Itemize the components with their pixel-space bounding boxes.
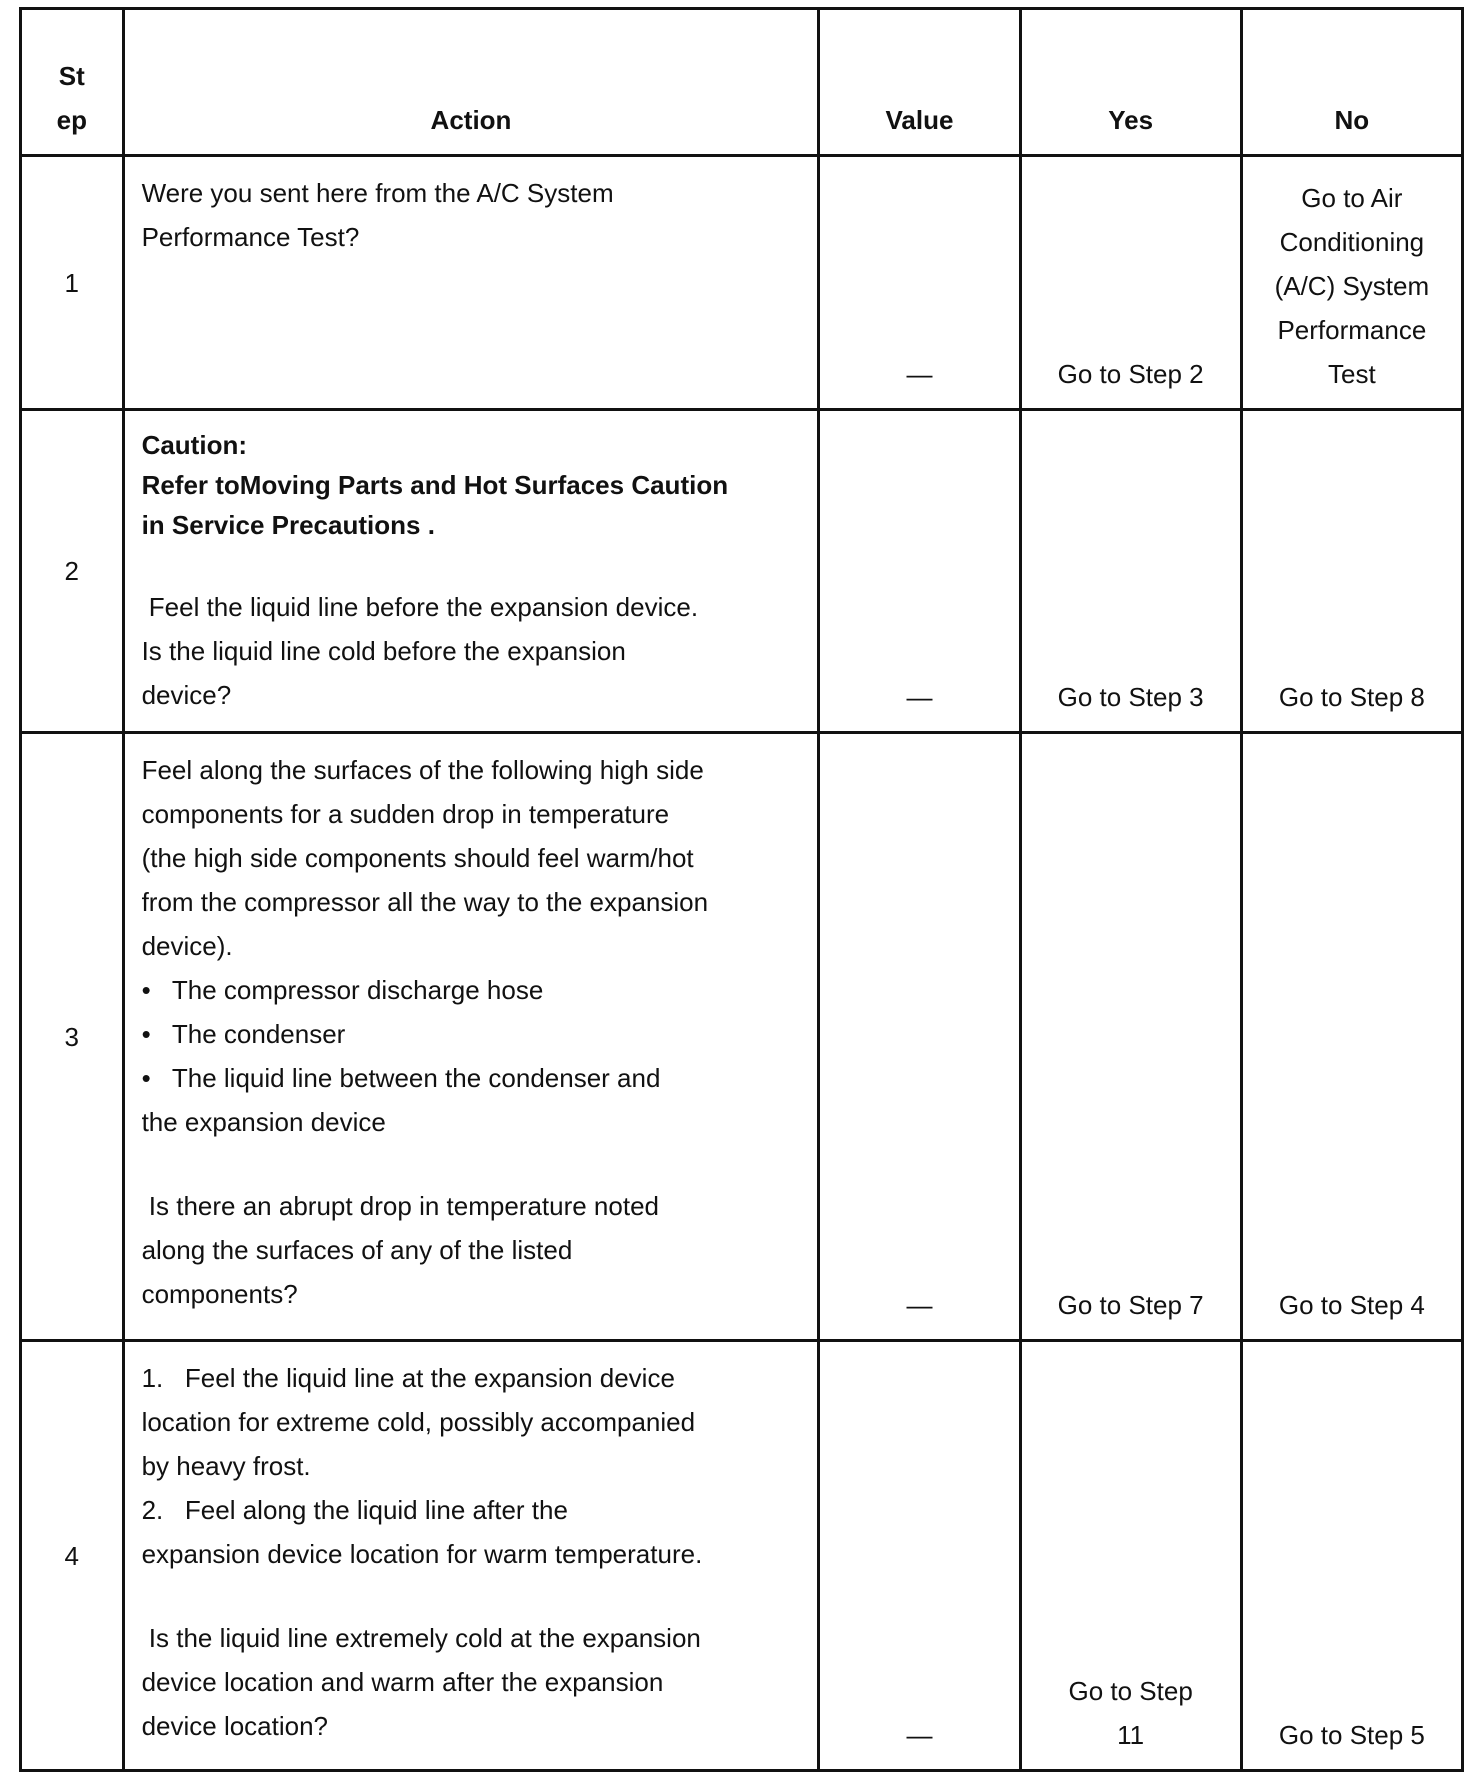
no-line: Conditioning xyxy=(1279,227,1425,257)
yes-cell xyxy=(1020,1341,1241,1771)
step-number: 3 xyxy=(21,733,124,1341)
action-line: (the high side components should feel warm/hot xyxy=(141,843,694,873)
bullet-icon: • xyxy=(141,1019,172,1049)
table-row xyxy=(21,733,1463,1341)
yes-cell: Go to Step 2 xyxy=(1020,156,1241,410)
bullet-text: The liquid line between the condenser and xyxy=(171,1063,661,1093)
action-line: Feel along the surfaces of the following high side xyxy=(141,755,704,785)
bullet-text: The compressor discharge hose xyxy=(171,975,544,1005)
header-no: No xyxy=(1241,9,1462,156)
action-cell xyxy=(123,410,819,733)
step-number: 4 xyxy=(21,1341,124,1771)
no-cell xyxy=(1241,156,1462,410)
action-cell xyxy=(123,1341,819,1771)
header-step xyxy=(21,9,124,156)
spacer xyxy=(142,545,800,585)
value-cell: — xyxy=(819,733,1020,1341)
no-line: Go to Air xyxy=(1301,183,1403,213)
action-line: 2. Feel along the liquid line after the xyxy=(141,1495,568,1525)
no-line: Test xyxy=(1328,359,1376,389)
spacer xyxy=(142,1144,800,1184)
table-row xyxy=(21,1341,1463,1771)
yes-line: Go to Step xyxy=(1068,1676,1193,1706)
no-cell: Go to Step 8 xyxy=(1241,410,1462,733)
action-line: from the compressor all the way to the expansion xyxy=(141,887,709,917)
diagnostic-table xyxy=(19,7,1464,1772)
header-step-line-1: St xyxy=(58,61,85,91)
bullet-text: The condenser xyxy=(171,1019,346,1049)
bullet-item xyxy=(142,1056,800,1100)
spacer xyxy=(142,1576,800,1616)
step-number: 1 xyxy=(21,156,124,410)
action-line: expansion device location for warm temperature. xyxy=(141,1539,703,1569)
caution-line: Refer toMoving Parts and Hot Surfaces Caution xyxy=(141,470,729,500)
value-cell: — xyxy=(819,156,1020,410)
bullet-item xyxy=(142,968,800,1012)
action-line: components? xyxy=(141,1279,298,1309)
table-header-row xyxy=(21,9,1463,156)
caution-line: in Service Precautions . xyxy=(141,510,435,540)
action-line: Performance Test? xyxy=(141,222,360,252)
header-yes: Yes xyxy=(1020,9,1241,156)
action-line: along the surfaces of any of the listed xyxy=(141,1235,573,1265)
yes-line: 11 xyxy=(1117,1720,1145,1750)
action-line: Is the liquid line cold before the expansion xyxy=(141,636,626,666)
table-row xyxy=(21,156,1463,410)
value-cell: — xyxy=(819,1341,1020,1771)
bullet-icon: • xyxy=(141,1063,172,1093)
action-line: Is there an abrupt drop in temperature noted xyxy=(141,1191,659,1221)
action-line: components for a sudden drop in temperature xyxy=(141,799,670,829)
no-cell: Go to Step 4 xyxy=(1241,733,1462,1341)
action-line: device location and warm after the expansion xyxy=(141,1667,664,1697)
action-line: device? xyxy=(141,680,232,710)
bullet-icon: • xyxy=(141,975,172,1005)
action-line: Is the liquid line extremely cold at the expansion xyxy=(141,1623,701,1653)
yes-cell: Go to Step 3 xyxy=(1020,410,1241,733)
action-line: Were you sent here from the A/C System xyxy=(141,178,614,208)
caution-title: Caution: xyxy=(141,430,247,460)
no-cell: Go to Step 5 xyxy=(1241,1341,1462,1771)
action-line: 1. Feel the liquid line at the expansion device xyxy=(141,1363,675,1393)
header-action: Action xyxy=(123,9,819,156)
action-cell xyxy=(123,733,819,1341)
action-line: location for extreme cold, possibly accompanied xyxy=(141,1407,696,1437)
header-value: Value xyxy=(819,9,1020,156)
table-row xyxy=(21,410,1463,733)
action-line: by heavy frost. xyxy=(141,1451,311,1481)
yes-cell: Go to Step 7 xyxy=(1020,733,1241,1341)
step-number: 2 xyxy=(21,410,124,733)
bullet-item xyxy=(142,1012,800,1056)
action-line: the expansion device xyxy=(141,1107,386,1137)
no-line: Performance xyxy=(1277,315,1427,345)
action-line: Feel the liquid line before the expansion device. xyxy=(141,592,699,622)
no-line: (A/C) System xyxy=(1274,271,1430,301)
value-cell: — xyxy=(819,410,1020,733)
action-line: device). xyxy=(141,931,233,961)
header-step-line-2: ep xyxy=(56,105,87,135)
action-cell xyxy=(123,156,819,410)
action-line: device location? xyxy=(141,1711,329,1741)
